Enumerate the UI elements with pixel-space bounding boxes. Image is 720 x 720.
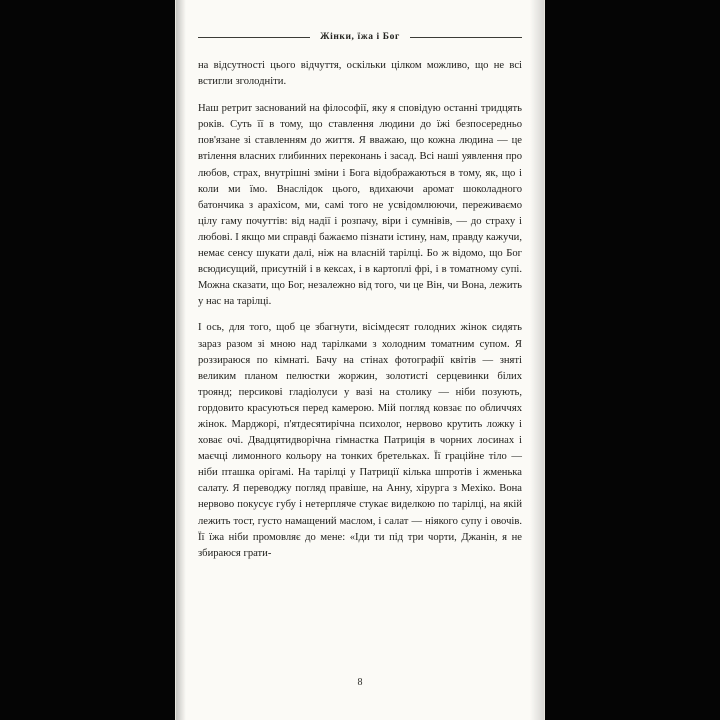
paragraph: Наш ретрит заснований на філософії, яку я сповідую останні тридцять років. Суть її в тому, що ставлення людини до їжі безпосередньо пов'язане зі ставленням до життя. Я вважаю, що кожна людина — це втілення власних глибинних переконань і засад. Всі наші уявлення про любов, страх, внутрішні зміни і Бога відображаються в тому, як, що і коли ми їмо. Внаслідок цього, вдихаючи аромат шоколадного батончика з арахісом, ми, самі того не усвідомлюючи, переживаємо цілу гаму почуттів: від надії і розпачу, віри і сумнівів, — до страху і любові. І якщо ми справді бажаємо пізнати істину, нам, правду кажучи, немає сенсу шукати далі, ніж на власній тарілці. Бо ж відомо, що Бог всюдисущий, присутній і в кексах, і в картоплі фрі, і в томатному супі. Можна сказати, що Бог, незалежно від того, чи це Він, чи Вона, лежить у нас на тарілці. [198, 103, 522, 308]
page-number: 8 [357, 677, 363, 688]
running-title: Жінки, їжа і Бог [320, 32, 400, 42]
left-gutter [0, 0, 176, 720]
body-text [198, 58, 522, 572]
right-gutter [544, 0, 720, 720]
paragraph: І ось, для того, щоб це збагнути, вісімдесят голодних жінок сидять зараз разом зі мною над тарілками з холодним томатним супом. Я роззираюся по кімнаті. Бачу на стінах фотографії квітів — зняті великим планом пелюстки жоржин, золотисті серцевинки білих троянд; персикові гладіолуси у вазі на столику — ніби позують, гордовито красуються перед камерою. Мій погляд ковзає по обличчях жінок. Марджорі, п'ятдесятирічна психолог, нервово крутить ложку і ховає очі. Двадцятидворічна гімнастка Патриція в чорних лосинах і маєчці лимонного кольору на тонких бретельках. Її граційне тіло — ніби пташка орігамі. На тарілці у Патриції кілька шпротів і жменька салату. Я переводжу погляд правіше, на Анну, хірурга з Мехіко. Вона нервово покусує губу і нетерпляче стукає виделкою по тарілці, на якій лежить тост, густо намащений маслом, і салат — ніякого супу і овочів. Її їжа ніби промовляє до мене: «Іди ти під три чорти, Джанін, я не збираюся грати- [198, 322, 522, 559]
header-rule-left [198, 37, 310, 38]
page-content-area [198, 0, 522, 720]
page-header [198, 28, 522, 46]
paragraph: на відсутності цього відчуття, оскільки цілком можливо, що не всі встигли зголодніти. [198, 60, 522, 88]
header-rule-right [410, 37, 522, 38]
book-page [176, 0, 544, 720]
